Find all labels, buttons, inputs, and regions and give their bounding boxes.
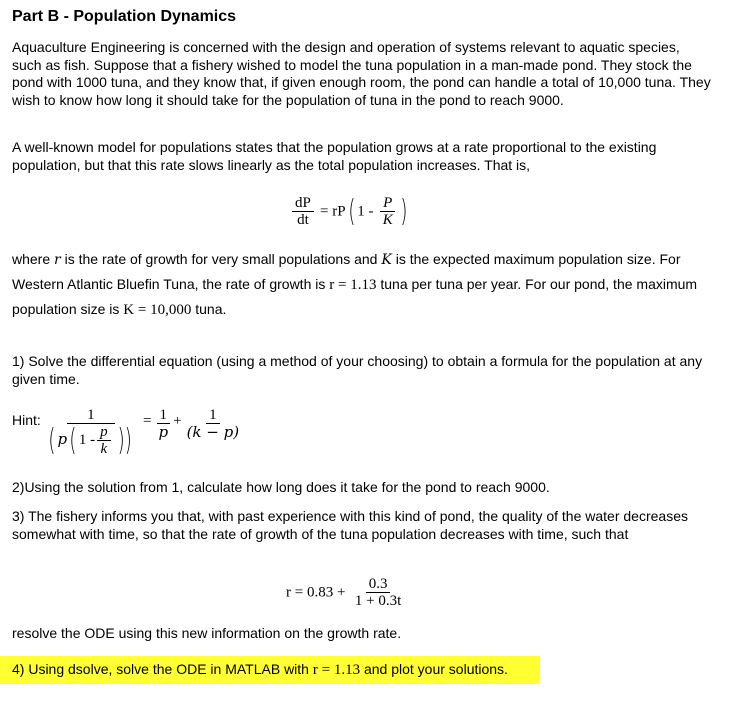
question-3-followup: resolve the ODE using this new information on the growth rate. [12,625,402,641]
section-title: Part B - Population Dynamics [12,8,237,25]
hint-equation: Hint: 1 ( p( 1 - $\frac{p}{k}$ )) = $\frac{1}{p}$ + $\frac{1}{(k - p)}$ [12,407,240,458]
model-paragraph: A well-known model for populations states that the population grows at a rate proportional to the existing population, but that this rate slows linearly as the total population increases. That is, [12,139,657,173]
intro-paragraph: Aquaculture Engineering is concerned with the design and operation of systems relevant to aquatic species, such as fish. Suppose that a fishery wished to model the tuna population in a man-made pond. They stock the pond with 1000 tuna, and they know that, if given enough room, the pond can handle a total of 10,000 tuna. They wish to know how long it should take for the population of tuna in the pond to reach 9000. [12,39,711,108]
question-2: 2)Using the solution from 1, calculate how long does it take for the pond to reach 9000. [12,479,550,495]
growth-rate-equation: r = 0.83 + $\frac{0.3}{1 + 0.3t}$ [286,576,402,609]
logistic-equation: $\frac{dP}{dt}$ = rP( 1 - $\frac{P}{K}$ ) [290,194,409,229]
question-3: 3) The fishery informs you that, with past experience with this kind of pond, the quality of the water decreases somewhat with time, so that the rate of growth of the tuna population decreases with time, such that [12,508,688,542]
parameters-paragraph: where r is the rate of growth for very small populations and K is the expected maximum population size. For Western Atlantic Bluefin Tuna, the rate of growth is r = 1.13 tuna per tuna per year. For our pond, the maximum population size is K = 10,000 tuna. [12,251,698,318]
question-1: 1) Solve the differential equation (using a method of your choosing) to obtain a formula for the population at any given time. [12,353,703,387]
question-4: 4) Using dsolve, solve the ODE in MATLAB with r = 1.13 and plot your solutions. [12,661,508,678]
